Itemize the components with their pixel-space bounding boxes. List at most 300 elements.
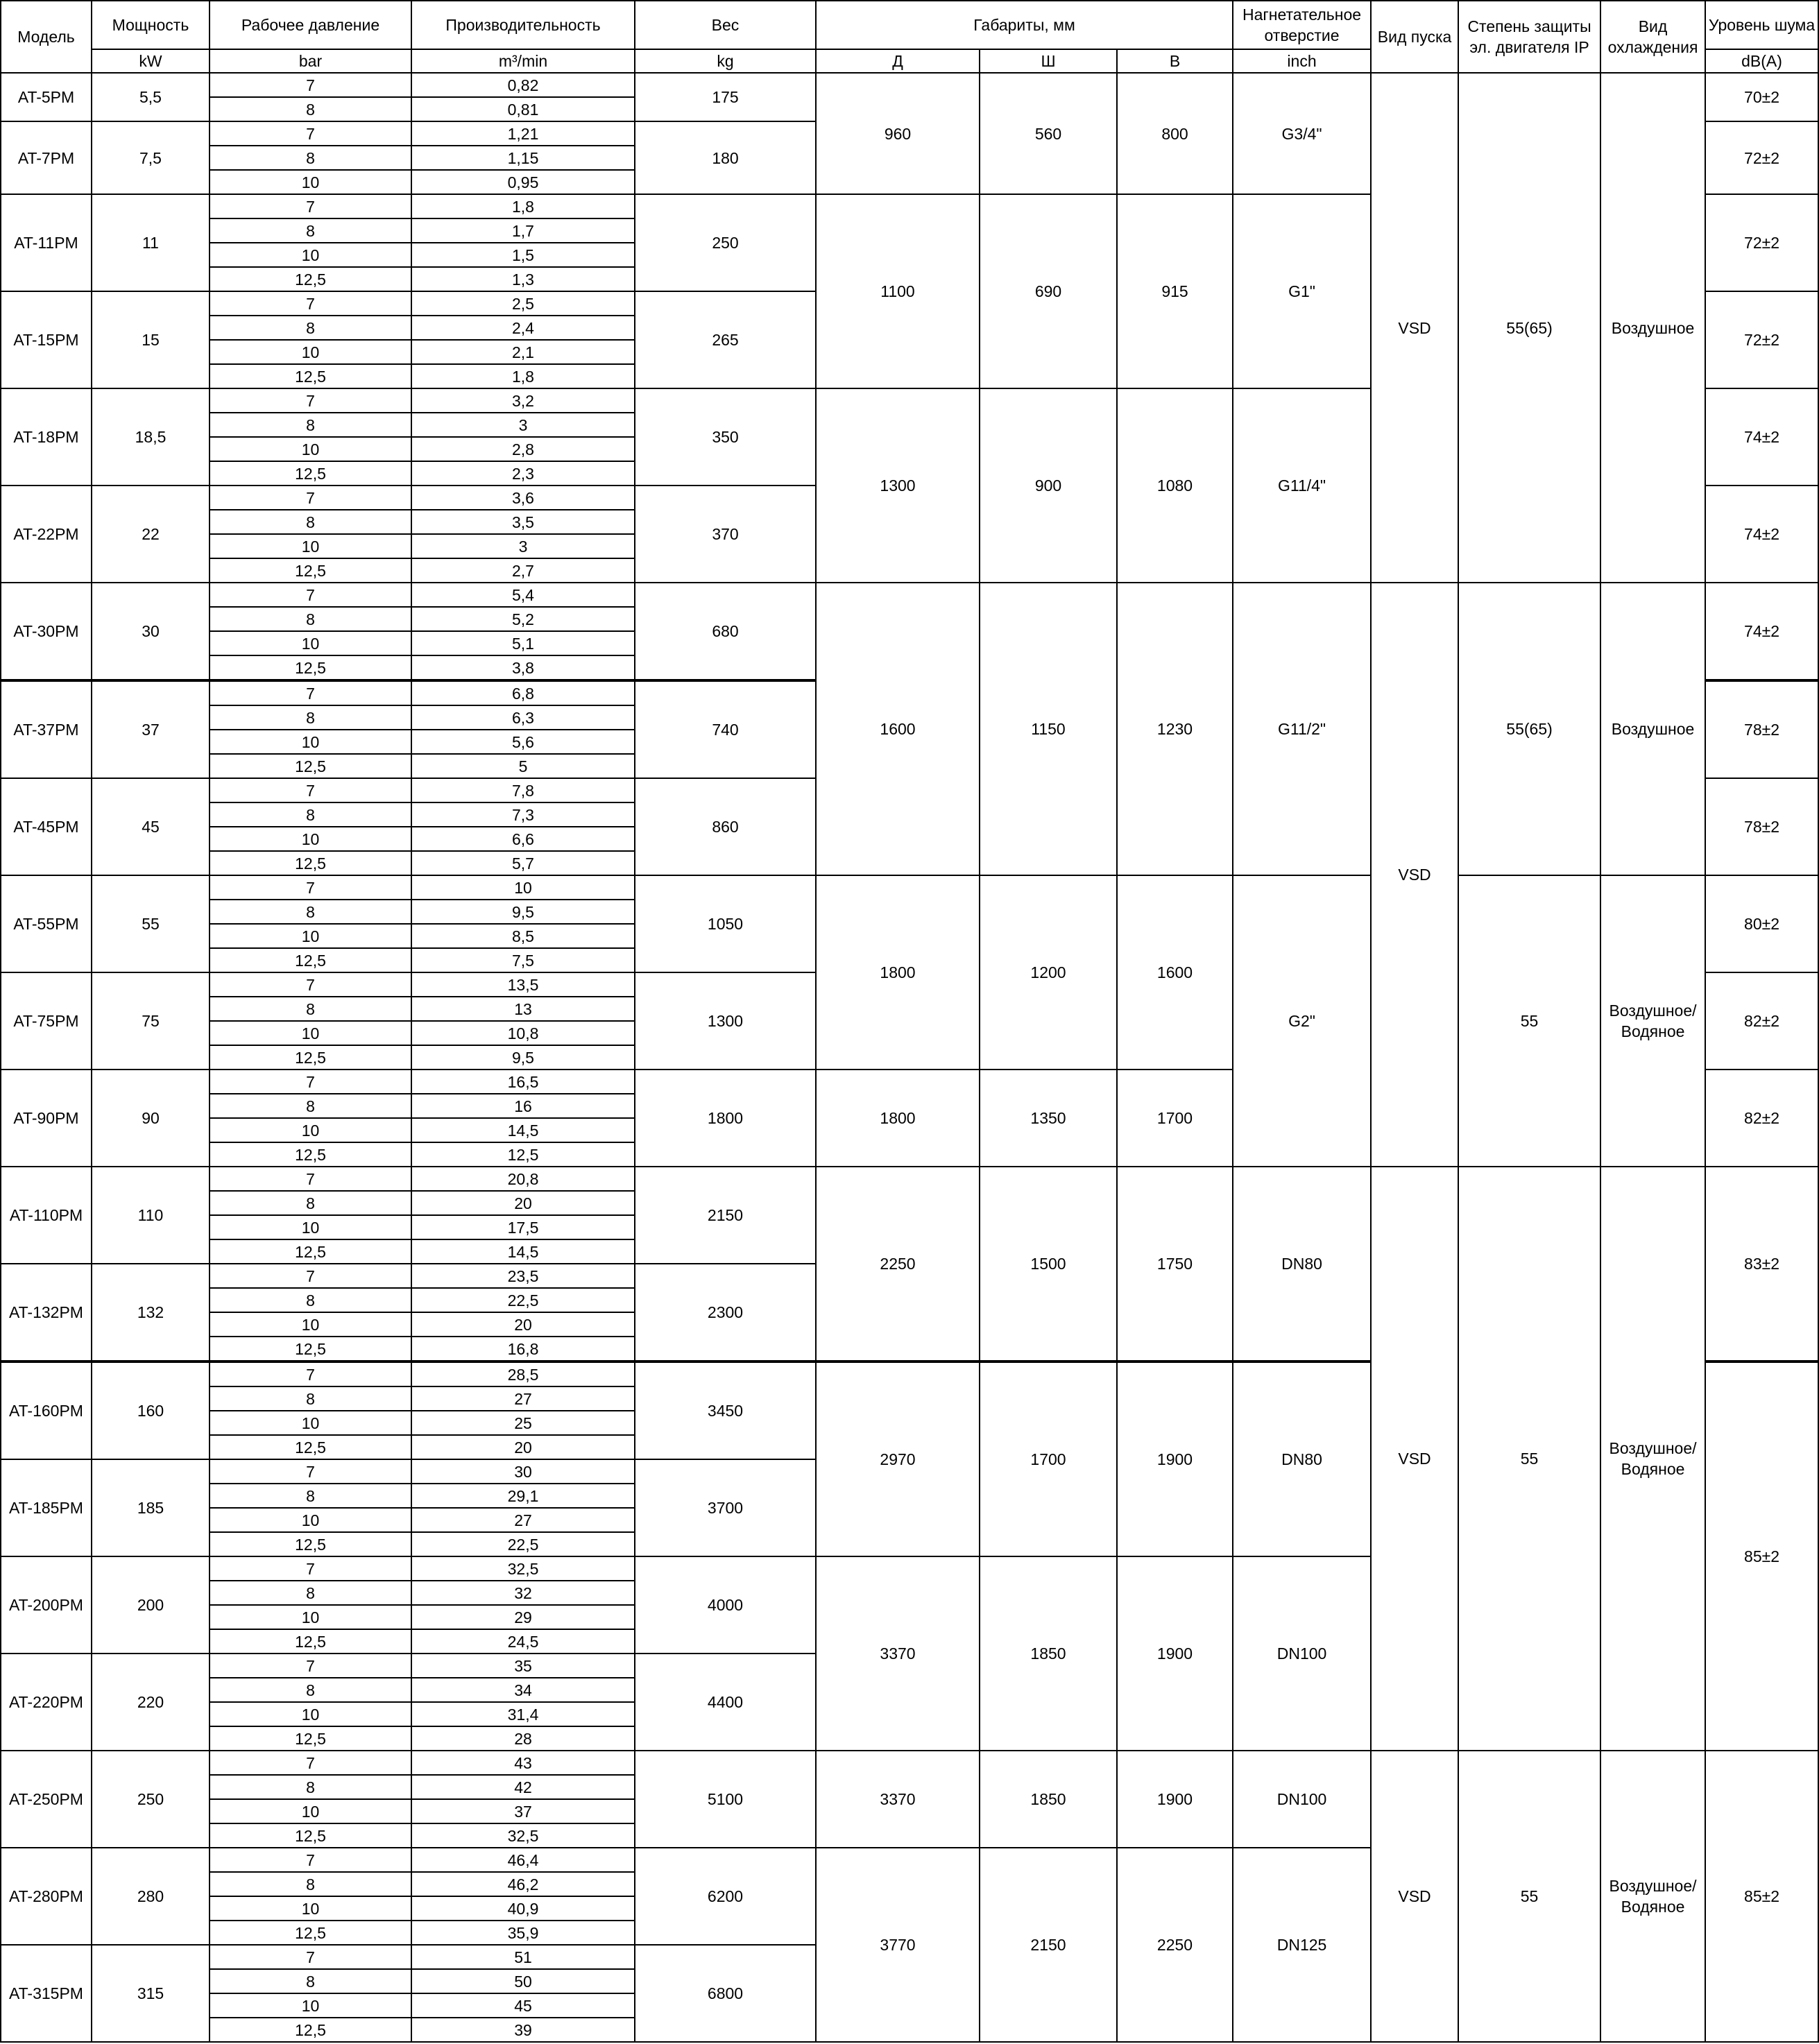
unit-power: kW bbox=[92, 49, 210, 73]
capacity-value: 22,5 bbox=[411, 1288, 635, 1312]
model-name: AT-5PM bbox=[1, 73, 92, 121]
pressure-value: 10 bbox=[210, 340, 411, 364]
pressure-value: 12,5 bbox=[210, 1823, 411, 1848]
capacity-value: 7,8 bbox=[411, 778, 635, 802]
dimension-height: 1700 bbox=[1117, 1070, 1233, 1167]
outlet-size: G3/4" bbox=[1233, 73, 1371, 194]
capacity-value: 14,5 bbox=[411, 1118, 635, 1142]
pressure-value: 7 bbox=[210, 1751, 411, 1775]
capacity-value: 35,9 bbox=[411, 1921, 635, 1945]
model-power: 7,5 bbox=[92, 121, 210, 194]
pressure-value: 10 bbox=[210, 243, 411, 267]
pressure-value: 8 bbox=[210, 1191, 411, 1215]
table-row bbox=[1, 1167, 1818, 1191]
dimension-height: 1080 bbox=[1117, 388, 1233, 583]
noise-level: 70±2 bbox=[1705, 73, 1818, 121]
noise-level: 74±2 bbox=[1705, 583, 1818, 680]
pressure-value: 8 bbox=[210, 146, 411, 170]
model-power: 90 bbox=[92, 1070, 210, 1167]
model-weight: 1300 bbox=[635, 972, 816, 1070]
model-power: 55 bbox=[92, 875, 210, 972]
model-power: 45 bbox=[92, 778, 210, 875]
pressure-value: 7 bbox=[210, 194, 411, 218]
capacity-value: 1,3 bbox=[411, 267, 635, 291]
dimension-length: 1100 bbox=[816, 194, 980, 388]
capacity-value: 5,4 bbox=[411, 583, 635, 607]
table-row bbox=[1, 583, 1818, 607]
capacity-value: 2,3 bbox=[411, 461, 635, 486]
model-name: AT-37PM bbox=[1, 680, 92, 778]
dimension-height: 1230 bbox=[1117, 583, 1233, 875]
dimension-width: 1850 bbox=[980, 1556, 1117, 1751]
capacity-value: 3,5 bbox=[411, 510, 635, 534]
pressure-value: 10 bbox=[210, 1993, 411, 2018]
model-name: AT-250PM bbox=[1, 1751, 92, 1848]
capacity-value: 35 bbox=[411, 1654, 635, 1678]
capacity-value: 37 bbox=[411, 1799, 635, 1823]
model-weight: 1050 bbox=[635, 875, 816, 972]
dimension-width: 1350 bbox=[980, 1070, 1117, 1167]
capacity-value: 46,2 bbox=[411, 1872, 635, 1896]
pressure-value: 12,5 bbox=[210, 364, 411, 388]
pressure-value: 12,5 bbox=[210, 1629, 411, 1654]
pressure-value: 7 bbox=[210, 388, 411, 413]
model-name: AT-132PM bbox=[1, 1264, 92, 1362]
dimension-height: 1900 bbox=[1117, 1751, 1233, 1848]
capacity-value: 29,1 bbox=[411, 1484, 635, 1508]
capacity-value: 51 bbox=[411, 1945, 635, 1969]
pressure-value: 12,5 bbox=[210, 1142, 411, 1167]
noise-level: 80±2 bbox=[1705, 875, 1818, 972]
pressure-value: 12,5 bbox=[210, 1045, 411, 1070]
capacity-value: 5 bbox=[411, 754, 635, 778]
dimension-length: 1800 bbox=[816, 875, 980, 1070]
capacity-value: 3,8 bbox=[411, 655, 635, 680]
pressure-value: 10 bbox=[210, 1118, 411, 1142]
unit-weight: kg bbox=[635, 49, 816, 73]
model-power: 18,5 bbox=[92, 388, 210, 486]
capacity-value: 34 bbox=[411, 1678, 635, 1702]
pressure-value: 12,5 bbox=[210, 558, 411, 583]
pressure-value: 10 bbox=[210, 170, 411, 194]
pressure-value: 7 bbox=[210, 291, 411, 316]
model-weight: 180 bbox=[635, 121, 816, 194]
capacity-value: 20,8 bbox=[411, 1167, 635, 1191]
model-weight: 860 bbox=[635, 778, 816, 875]
pressure-value: 10 bbox=[210, 1799, 411, 1823]
pressure-value: 8 bbox=[210, 1775, 411, 1799]
capacity-value: 32,5 bbox=[411, 1556, 635, 1581]
capacity-value: 13 bbox=[411, 997, 635, 1021]
capacity-value: 42 bbox=[411, 1775, 635, 1799]
model-name: AT-200PM bbox=[1, 1556, 92, 1654]
noise-level: 82±2 bbox=[1705, 1070, 1818, 1167]
capacity-value: 13,5 bbox=[411, 972, 635, 997]
noise-level: 83±2 bbox=[1705, 1167, 1818, 1362]
model-name: AT-55PM bbox=[1, 875, 92, 972]
model-power: 75 bbox=[92, 972, 210, 1070]
pressure-value: 7 bbox=[210, 1848, 411, 1872]
header-model: Модель bbox=[1, 1, 92, 73]
capacity-value: 5,7 bbox=[411, 851, 635, 875]
capacity-value: 1,15 bbox=[411, 146, 635, 170]
pressure-value: 7 bbox=[210, 1459, 411, 1484]
noise-level: 72±2 bbox=[1705, 291, 1818, 388]
unit-width: Ш bbox=[980, 49, 1117, 73]
pressure-value: 10 bbox=[210, 1411, 411, 1435]
capacity-value: 5,2 bbox=[411, 607, 635, 631]
model-power: 22 bbox=[92, 486, 210, 583]
capacity-value: 3 bbox=[411, 413, 635, 437]
capacity-value: 5,6 bbox=[411, 730, 635, 754]
capacity-value: 2,4 bbox=[411, 316, 635, 340]
capacity-value: 7,5 bbox=[411, 948, 635, 972]
capacity-value: 28 bbox=[411, 1726, 635, 1751]
pressure-value: 7 bbox=[210, 73, 411, 97]
model-name: AT-15PM bbox=[1, 291, 92, 388]
table-row bbox=[1, 73, 1818, 97]
pressure-value: 7 bbox=[210, 778, 411, 802]
capacity-value: 14,5 bbox=[411, 1239, 635, 1264]
noise-level: 72±2 bbox=[1705, 194, 1818, 291]
model-weight: 1800 bbox=[635, 1070, 816, 1167]
start-type: VSD bbox=[1371, 583, 1458, 1167]
model-weight: 2300 bbox=[635, 1264, 816, 1362]
noise-level: 78±2 bbox=[1705, 680, 1818, 778]
pressure-value: 10 bbox=[210, 827, 411, 851]
noise-level: 72±2 bbox=[1705, 121, 1818, 194]
capacity-value: 2,1 bbox=[411, 340, 635, 364]
noise-level: 74±2 bbox=[1705, 388, 1818, 486]
model-power: 200 bbox=[92, 1556, 210, 1654]
capacity-value: 24,5 bbox=[411, 1629, 635, 1654]
cooling-type: Воздушное bbox=[1600, 73, 1705, 583]
header-weight: Вес bbox=[635, 1, 816, 49]
dimension-length: 3370 bbox=[816, 1751, 980, 1848]
capacity-value: 40,9 bbox=[411, 1896, 635, 1921]
pressure-value: 12,5 bbox=[210, 655, 411, 680]
pressure-value: 8 bbox=[210, 97, 411, 121]
pressure-value: 8 bbox=[210, 1094, 411, 1118]
capacity-value: 1,5 bbox=[411, 243, 635, 267]
pressure-value: 7 bbox=[210, 680, 411, 705]
pressure-value: 8 bbox=[210, 1581, 411, 1605]
dimension-length: 2970 bbox=[816, 1362, 980, 1556]
model-weight: 175 bbox=[635, 73, 816, 121]
header-noise: Уровень шума bbox=[1705, 1, 1818, 49]
capacity-value: 6,6 bbox=[411, 827, 635, 851]
dimension-length: 2250 bbox=[816, 1167, 980, 1362]
pressure-value: 7 bbox=[210, 875, 411, 900]
capacity-value: 3,2 bbox=[411, 388, 635, 413]
model-weight: 6800 bbox=[635, 1945, 816, 2042]
pressure-value: 8 bbox=[210, 413, 411, 437]
noise-level: 74±2 bbox=[1705, 486, 1818, 583]
cooling-type: Воздушное/ Водяное bbox=[1600, 1751, 1705, 2042]
model-name: AT-160PM bbox=[1, 1362, 92, 1459]
capacity-value: 9,5 bbox=[411, 900, 635, 924]
model-weight: 350 bbox=[635, 388, 816, 486]
start-type: VSD bbox=[1371, 1751, 1458, 2042]
capacity-value: 2,5 bbox=[411, 291, 635, 316]
table-row bbox=[1, 1751, 1818, 1775]
model-power: 250 bbox=[92, 1751, 210, 1848]
pressure-value: 12,5 bbox=[210, 1532, 411, 1556]
pressure-value: 8 bbox=[210, 1288, 411, 1312]
spec-table-body bbox=[1, 73, 1818, 2042]
capacity-value: 9,5 bbox=[411, 1045, 635, 1070]
dimension-length: 960 bbox=[816, 73, 980, 194]
dimension-height: 800 bbox=[1117, 73, 1233, 194]
capacity-value: 32 bbox=[411, 1581, 635, 1605]
header-capacity: Производительность bbox=[411, 1, 635, 49]
capacity-value: 2,8 bbox=[411, 437, 635, 461]
dimension-length: 3370 bbox=[816, 1556, 980, 1751]
pressure-value: 12,5 bbox=[210, 1435, 411, 1459]
pressure-value: 10 bbox=[210, 1215, 411, 1239]
pressure-value: 10 bbox=[210, 1896, 411, 1921]
dimension-length: 1600 bbox=[816, 583, 980, 875]
outlet-size: G2" bbox=[1233, 875, 1371, 1167]
pressure-value: 7 bbox=[210, 1264, 411, 1288]
dimension-height: 2250 bbox=[1117, 1848, 1233, 2042]
capacity-value: 10,8 bbox=[411, 1021, 635, 1045]
model-power: 110 bbox=[92, 1167, 210, 1264]
capacity-value: 50 bbox=[411, 1969, 635, 1993]
model-name: AT-315PM bbox=[1, 1945, 92, 2042]
pressure-value: 8 bbox=[210, 1484, 411, 1508]
pressure-value: 12,5 bbox=[210, 754, 411, 778]
header-start-type: Вид пуска bbox=[1371, 1, 1458, 73]
unit-noise: dB(A) bbox=[1705, 49, 1818, 73]
model-power: 11 bbox=[92, 194, 210, 291]
pressure-value: 7 bbox=[210, 1070, 411, 1094]
model-weight: 4000 bbox=[635, 1556, 816, 1654]
dimension-height: 915 bbox=[1117, 194, 1233, 388]
pressure-value: 10 bbox=[210, 631, 411, 655]
model-name: AT-11PM bbox=[1, 194, 92, 291]
capacity-value: 0,81 bbox=[411, 97, 635, 121]
capacity-value: 10 bbox=[411, 875, 635, 900]
cooling-type: Воздушное/ Водяное bbox=[1600, 1167, 1705, 1751]
model-name: AT-45PM bbox=[1, 778, 92, 875]
capacity-value: 1,7 bbox=[411, 218, 635, 243]
ip-rating: 55 bbox=[1458, 1167, 1600, 1751]
cooling-type: Воздушное/ Водяное bbox=[1600, 875, 1705, 1167]
header-ip-rating: Степень защиты эл. двигателя IP bbox=[1458, 1, 1600, 73]
pressure-value: 7 bbox=[210, 1556, 411, 1581]
capacity-value: 43 bbox=[411, 1751, 635, 1775]
model-power: 30 bbox=[92, 583, 210, 680]
capacity-value: 30 bbox=[411, 1459, 635, 1484]
model-power: 185 bbox=[92, 1459, 210, 1556]
capacity-value: 27 bbox=[411, 1386, 635, 1411]
pressure-value: 8 bbox=[210, 510, 411, 534]
pressure-value: 8 bbox=[210, 1969, 411, 1993]
model-name: AT-185PM bbox=[1, 1459, 92, 1556]
pressure-value: 10 bbox=[210, 534, 411, 558]
model-power: 280 bbox=[92, 1848, 210, 1945]
model-name: AT-110PM bbox=[1, 1167, 92, 1264]
pressure-value: 10 bbox=[210, 1605, 411, 1629]
dimension-width: 900 bbox=[980, 388, 1117, 583]
pressure-value: 8 bbox=[210, 607, 411, 631]
pressure-value: 12,5 bbox=[210, 1921, 411, 1945]
header-pressure: Рабочее давление bbox=[210, 1, 411, 49]
ip-rating: 55(65) bbox=[1458, 73, 1600, 583]
pressure-value: 7 bbox=[210, 972, 411, 997]
dimension-width: 1150 bbox=[980, 583, 1117, 875]
capacity-value: 1,21 bbox=[411, 121, 635, 146]
model-weight: 3700 bbox=[635, 1459, 816, 1556]
dimension-width: 2150 bbox=[980, 1848, 1117, 2042]
model-weight: 6200 bbox=[635, 1848, 816, 1945]
model-name: AT-30PM bbox=[1, 583, 92, 680]
model-weight: 680 bbox=[635, 583, 816, 680]
model-name: AT-75PM bbox=[1, 972, 92, 1070]
pressure-value: 10 bbox=[210, 1021, 411, 1045]
capacity-value: 22,5 bbox=[411, 1532, 635, 1556]
pressure-value: 8 bbox=[210, 1386, 411, 1411]
capacity-value: 45 bbox=[411, 1993, 635, 2018]
dimension-width: 1500 bbox=[980, 1167, 1117, 1362]
pressure-value: 8 bbox=[210, 218, 411, 243]
outlet-size: DN100 bbox=[1233, 1556, 1371, 1751]
pressure-value: 10 bbox=[210, 1312, 411, 1337]
pressure-value: 12,5 bbox=[210, 461, 411, 486]
pressure-value: 10 bbox=[210, 924, 411, 948]
pressure-value: 12,5 bbox=[210, 1239, 411, 1264]
capacity-value: 1,8 bbox=[411, 194, 635, 218]
dimension-width: 1700 bbox=[980, 1362, 1117, 1556]
model-name: AT-18PM bbox=[1, 388, 92, 486]
dimension-width: 1850 bbox=[980, 1751, 1117, 1848]
pressure-value: 8 bbox=[210, 1872, 411, 1896]
model-name: AT-7PM bbox=[1, 121, 92, 194]
capacity-value: 6,3 bbox=[411, 705, 635, 730]
outlet-size: DN80 bbox=[1233, 1167, 1371, 1362]
header-dimensions: Габариты, мм bbox=[816, 1, 1233, 49]
model-name: AT-22PM bbox=[1, 486, 92, 583]
pressure-value: 10 bbox=[210, 1702, 411, 1726]
pressure-value: 12,5 bbox=[210, 948, 411, 972]
capacity-value: 2,7 bbox=[411, 558, 635, 583]
capacity-value: 29 bbox=[411, 1605, 635, 1629]
noise-level: 78±2 bbox=[1705, 778, 1818, 875]
model-weight: 5100 bbox=[635, 1751, 816, 1848]
dimension-width: 690 bbox=[980, 194, 1117, 388]
pressure-value: 10 bbox=[210, 1508, 411, 1532]
header-cooling: Вид охлаждения bbox=[1600, 1, 1705, 73]
capacity-value: 17,5 bbox=[411, 1215, 635, 1239]
unit-height: В bbox=[1117, 49, 1233, 73]
pressure-value: 8 bbox=[210, 1678, 411, 1702]
pressure-value: 8 bbox=[210, 900, 411, 924]
capacity-value: 0,95 bbox=[411, 170, 635, 194]
model-power: 37 bbox=[92, 680, 210, 778]
model-weight: 250 bbox=[635, 194, 816, 291]
capacity-value: 12,5 bbox=[411, 1142, 635, 1167]
pressure-value: 12,5 bbox=[210, 1726, 411, 1751]
ip-rating: 55(65) bbox=[1458, 583, 1600, 875]
capacity-value: 39 bbox=[411, 2018, 635, 2042]
capacity-value: 16 bbox=[411, 1094, 635, 1118]
capacity-value: 32,5 bbox=[411, 1823, 635, 1848]
model-power: 132 bbox=[92, 1264, 210, 1362]
outlet-size: G11/4" bbox=[1233, 388, 1371, 583]
pressure-value: 7 bbox=[210, 1654, 411, 1678]
capacity-value: 16,8 bbox=[411, 1337, 635, 1362]
capacity-value: 8,5 bbox=[411, 924, 635, 948]
capacity-value: 3 bbox=[411, 534, 635, 558]
dimension-length: 1800 bbox=[816, 1070, 980, 1167]
noise-level: 85±2 bbox=[1705, 1362, 1818, 1751]
pressure-value: 10 bbox=[210, 437, 411, 461]
noise-level: 85±2 bbox=[1705, 1751, 1818, 2042]
start-type: VSD bbox=[1371, 1167, 1458, 1751]
ip-rating: 55 bbox=[1458, 1751, 1600, 2042]
pressure-value: 12,5 bbox=[210, 2018, 411, 2042]
pressure-value: 12,5 bbox=[210, 1337, 411, 1362]
cooling-type: Воздушное bbox=[1600, 583, 1705, 875]
pressure-value: 8 bbox=[210, 802, 411, 827]
pressure-value: 7 bbox=[210, 121, 411, 146]
pressure-value: 8 bbox=[210, 997, 411, 1021]
unit-outlet: inch bbox=[1233, 49, 1371, 73]
unit-capacity: m³/min bbox=[411, 49, 635, 73]
capacity-value: 20 bbox=[411, 1435, 635, 1459]
header-power: Мощность bbox=[92, 1, 210, 49]
pressure-value: 10 bbox=[210, 730, 411, 754]
capacity-value: 20 bbox=[411, 1312, 635, 1337]
dimension-height: 1900 bbox=[1117, 1362, 1233, 1556]
pressure-value: 7 bbox=[210, 1362, 411, 1386]
model-power: 220 bbox=[92, 1654, 210, 1751]
model-weight: 4400 bbox=[635, 1654, 816, 1751]
model-power: 160 bbox=[92, 1362, 210, 1459]
capacity-value: 27 bbox=[411, 1508, 635, 1532]
dimension-height: 1750 bbox=[1117, 1167, 1233, 1362]
model-power: 315 bbox=[92, 1945, 210, 2042]
model-name: AT-220PM bbox=[1, 1654, 92, 1751]
outlet-size: DN125 bbox=[1233, 1848, 1371, 2042]
pressure-value: 8 bbox=[210, 705, 411, 730]
capacity-value: 46,4 bbox=[411, 1848, 635, 1872]
model-weight: 740 bbox=[635, 680, 816, 778]
model-weight: 370 bbox=[635, 486, 816, 583]
model-weight: 2150 bbox=[635, 1167, 816, 1264]
model-power: 15 bbox=[92, 291, 210, 388]
header-outlet: Нагнетательное отверстие bbox=[1233, 1, 1371, 49]
capacity-value: 16,5 bbox=[411, 1070, 635, 1094]
unit-length: Д bbox=[816, 49, 980, 73]
capacity-value: 3,6 bbox=[411, 486, 635, 510]
capacity-value: 1,8 bbox=[411, 364, 635, 388]
dimension-height: 1600 bbox=[1117, 875, 1233, 1070]
start-type: VSD bbox=[1371, 73, 1458, 583]
capacity-value: 6,8 bbox=[411, 680, 635, 705]
model-power: 5,5 bbox=[92, 73, 210, 121]
table-row bbox=[1, 875, 1818, 900]
pressure-value: 7 bbox=[210, 486, 411, 510]
capacity-value: 31,4 bbox=[411, 1702, 635, 1726]
pressure-value: 12,5 bbox=[210, 267, 411, 291]
capacity-value: 28,5 bbox=[411, 1362, 635, 1386]
dimension-width: 560 bbox=[980, 73, 1117, 194]
capacity-value: 5,1 bbox=[411, 631, 635, 655]
pressure-value: 7 bbox=[210, 1167, 411, 1191]
ip-rating: 55 bbox=[1458, 875, 1600, 1167]
